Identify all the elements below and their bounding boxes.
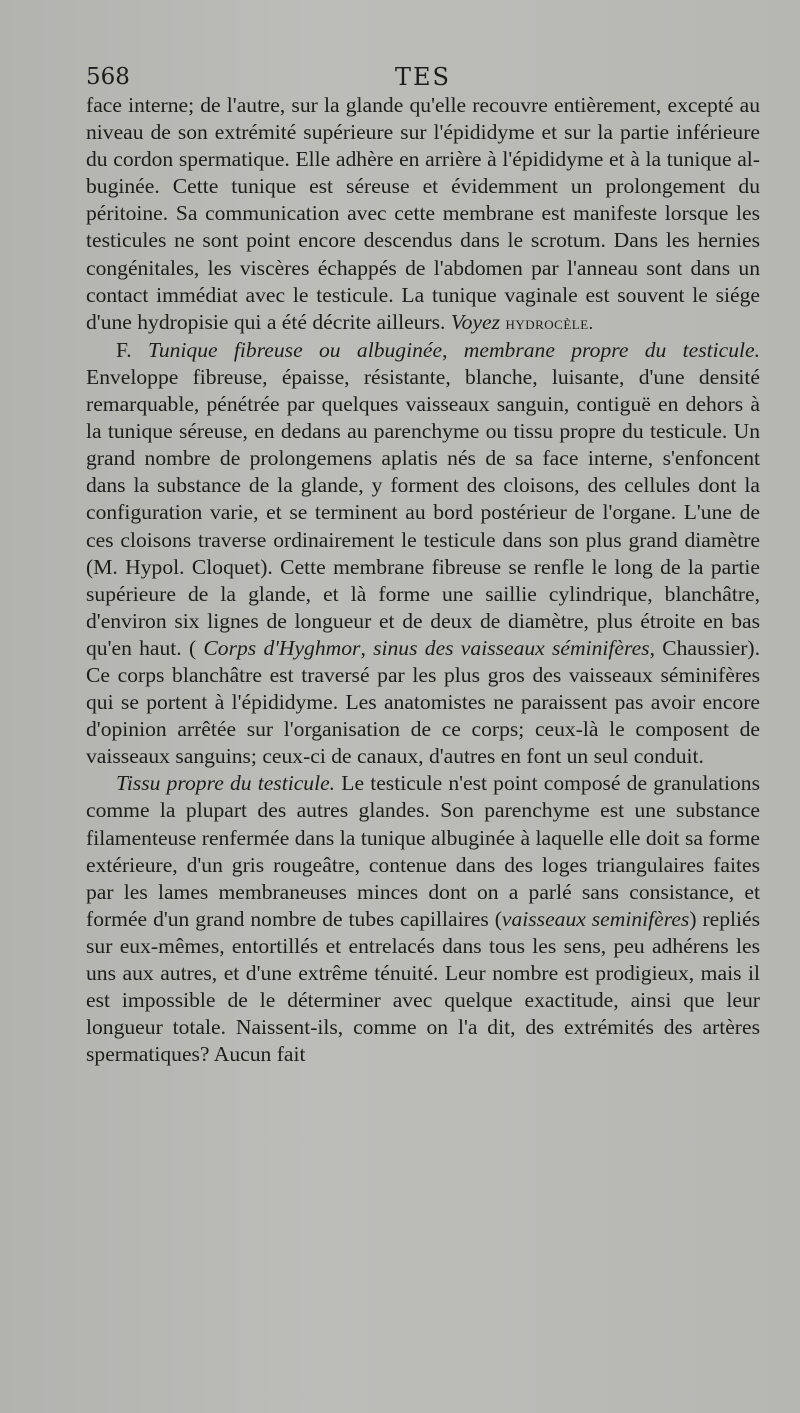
page-number: 568 — [86, 64, 130, 90]
body-text — [86, 92, 760, 1068]
italic-text: Tissu propre du testicule. — [116, 771, 336, 796]
text-run: Le testicule n'est point composé de granulations comme la plupart des autres glandes. Son parenchyme est une substance filamenteuse renfermée dans la tunique albuginée à laquelle elle doit sa forme extérieure, d'un gris rougeâtre, contenue dans des loges triangulaires faites par les lames membraneuses minces dont on a parlé sans consistance, et formée d'un grand nombre de tubes capillaires ( — [86, 771, 760, 931]
paragraph-tunique-vaginale — [86, 92, 760, 337]
text-run: face interne; de l'autre, sur la glande qu'elle recouvre entièrement, excepté au niveau de son extrémité supérieure sur l'épididyme et sur la partie inférieure du cordon spermatique. Elle adhère en arrière à l'épididyme et à la tunique albuginée. Cette tunique est séreuse et évidemment un prolongement du péritoine. Sa communication avec cette membrane est manifeste lorsque les testicules ne sont point encore descendus dans le scrotum. Dans les hernies congénitales, les viscères échappés de l'abdomen par l'anneau sont dans un contact immédiat avec le testicule. La tunique vaginale est souvent le siége d'une hydropisie qui a été décrite ailleurs. — [86, 93, 760, 334]
text-run: Enveloppe fibreuse, épaisse, résistante, blanche, luisante, d'une densité remarquable, pénétrée par quelques vaisseaux sanguin, contiguë en dehors à la tunique séreuse, en dedans au parenchyme ou tissu propre du testicule. Un grand nombre de prolongemens aplatis nés de sa face interne, s'enfoncent dans la substance de la glande, y forment des cloisons, des cellules dont la configuration varie, et se terminent au bord postérieur de l'organe. L'une de ces cloisons traverse ordinairement le testicule dans son plus grand diamètre (M. Hypol. Cloquet). Cette membrane fibreuse se renfle le long de la partie supérieure de la glande, et là forme une saillie cylindrique, blanchâtre, d'environ six lignes de longueur et de deux de diamètre, plus étroite en bas qu'en haut. ( — [86, 364, 760, 660]
text-run: ) repliés sur eux-mêmes, entortillés et entrelacés dans tous les sens, peu adhérens les uns aux autres, et d'une extrême ténuité. Leur nombre est prodigieux, mais il est impossible de le déterminer avec quelque exactitude, ainsi que leur longueur totale. Naissent-ils, comme on l'a dit, des extrémités des artères spermatiques? Aucun fait — [86, 906, 760, 1067]
text-run: , — [442, 337, 464, 362]
text-run: F. — [116, 337, 148, 362]
running-head: TES — [395, 63, 451, 91]
italic-text: Tunique fibreuse ou albuginée — [148, 337, 443, 362]
page-header — [86, 62, 760, 92]
text-run: , Chaussier). Ce corps blanchâtre est traversé par les plus gros des vaisseaux séminifères qui se portent à l'épididyme. Les anatomistes ne paraissent pas avoir encore d'opinion arrêtée sur l'organisation de ce corps; ceux-là le composent de vaisseaux sanguins; ceux-ci de canaux, d'autres en font un seul conduit. — [86, 635, 760, 769]
italic-text: sinus des vaisseaux séminifères — [373, 635, 650, 660]
paragraph-tunique-albuginee — [86, 337, 760, 771]
italic-text: Voyez — [450, 309, 501, 334]
italic-text: membrane propre du testicule. — [463, 337, 761, 362]
italic-text: Corps d'Hyghmor — [203, 635, 361, 660]
text-run: , — [360, 635, 374, 660]
italic-text: vaisseaux seminifères — [501, 906, 690, 931]
paragraph-tissu-propre — [86, 770, 760, 1068]
small-caps-text: hydrocèle. — [505, 312, 594, 333]
